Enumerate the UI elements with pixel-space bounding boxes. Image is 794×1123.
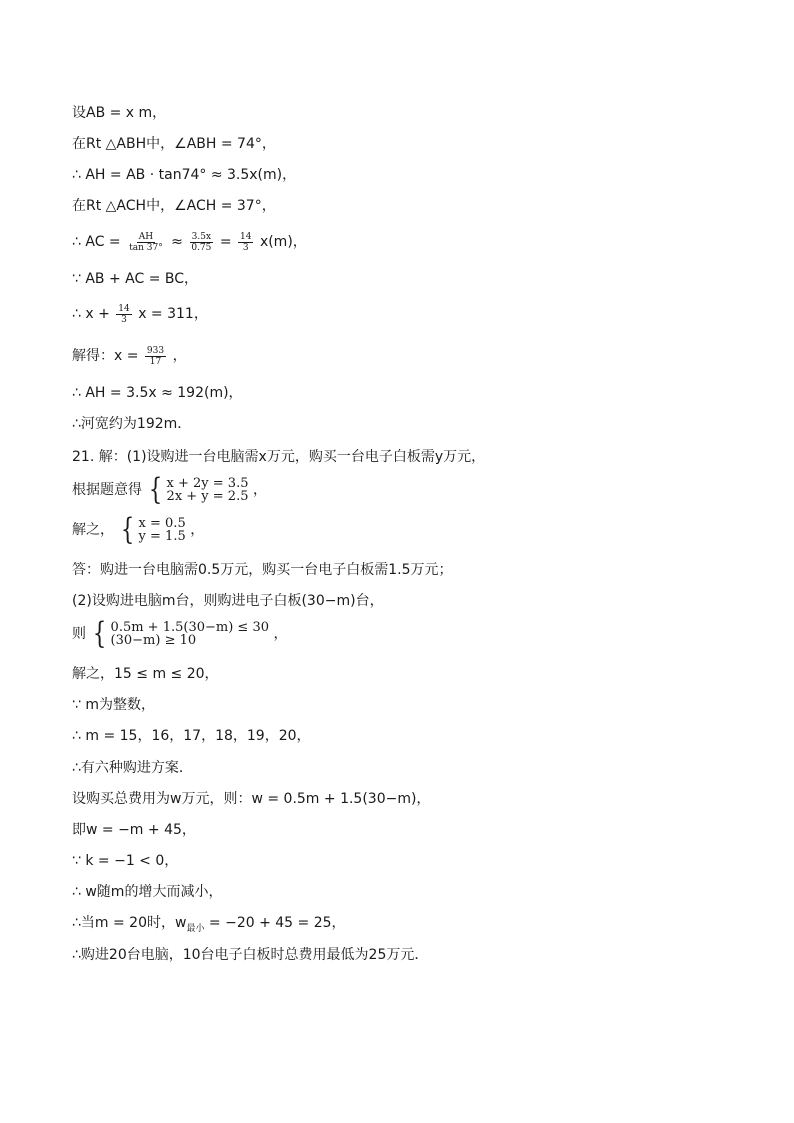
left-brace: { [93, 616, 107, 651]
fraction-numerator: AH [138, 231, 154, 242]
text-line: ∴ m = 15，16，17，18，19，20， [72, 728, 311, 744]
fraction-denominator: tan 37° [129, 242, 163, 253]
text-line: ∴ AH = AB · tan74° ≈ 3.5x(m)， [72, 167, 297, 183]
text-span: x = 311， [138, 306, 208, 322]
text-line-with-fractions [72, 300, 208, 328]
text-line: ∴ AH = 3.5x ≈ 192(m)， [72, 385, 243, 401]
text-line: 即w = −m + 45， [72, 822, 196, 838]
fraction-denominator: 3 [242, 242, 249, 253]
text-line: 在Rt △ABH中，∠ABH = 74°， [72, 136, 276, 152]
inequality: 0.5m + 1.5(30−m) ≤ 30 [110, 620, 269, 635]
text-span: = −20 + 45 = 25， [204, 915, 346, 931]
fraction-numerator: 3.5x [191, 231, 212, 242]
equation: x = 0.5 [138, 516, 186, 531]
text-line-with-fractions [72, 342, 187, 370]
text-line-with-system [72, 618, 287, 650]
fraction [238, 232, 253, 253]
text-span: ∴ x + [72, 306, 115, 322]
text-span: ∴ AC = [72, 234, 126, 250]
inequality: (30−m) ≥ 10 [110, 633, 197, 648]
equation: y = 1.5 [138, 529, 186, 544]
inequality-system [90, 616, 269, 651]
text-line-with-subscript [72, 914, 346, 938]
left-brace: { [121, 512, 135, 547]
text-span: = [219, 234, 237, 250]
equation-system [146, 472, 249, 507]
text-span: x(m)， [259, 234, 307, 250]
text-line: 在Rt △ACH中，∠ACH = 37°， [72, 198, 276, 214]
text-line: 21. 解：(1)设购进一台电脑需x万元，购买一台电子白板需y万元， [72, 449, 486, 465]
system-equations [139, 517, 186, 543]
text-span: ， [252, 482, 267, 498]
fraction [189, 232, 213, 253]
text-line-with-system [72, 474, 267, 506]
text-span: ≈ [171, 234, 188, 250]
subscript: 最小 [186, 923, 205, 934]
equation: 2x + y = 2.5 [166, 489, 249, 504]
fraction-numerator: 933 [146, 345, 165, 356]
text-span: 解得：x = [72, 348, 143, 364]
equation: x + 2y = 3.5 [166, 476, 249, 491]
fraction [145, 346, 166, 367]
fraction-denominator: 3 [121, 314, 127, 325]
text-line: ∵ AB + AC = BC， [72, 271, 199, 287]
equation-system [118, 512, 186, 547]
text-line: 解之，15 ≤ m ≤ 20， [72, 666, 219, 682]
text-line: 设AB = x m， [72, 105, 167, 121]
text-line: 答：购进一台电脑需0.5万元，购买一台电子白板需1.5万元； [72, 562, 453, 578]
text-line: ∴河宽约为192m． [72, 416, 192, 432]
fraction [116, 304, 131, 325]
text-span: 根据题意得 [72, 482, 142, 498]
fraction-denominator: 17 [149, 356, 162, 367]
system-inequalities [111, 621, 269, 647]
text-span: 解之， [72, 522, 114, 538]
text-line: ∴购进20台电脑，10台电子白板时总费用最低为25万元． [72, 947, 429, 963]
text-span: 则 [72, 626, 86, 642]
fraction-numerator: 14 [240, 231, 252, 242]
text-span: ， [172, 348, 187, 364]
fraction [127, 232, 165, 253]
text-line: (2)设购进电脑m台，则购进电子白板(30−m)台， [72, 593, 384, 609]
text-line: ∴有六种购进方案． [72, 760, 193, 776]
text-span: ， [190, 522, 205, 538]
text-line: ∵ k = −1 < 0， [72, 853, 179, 869]
left-brace: { [149, 472, 163, 507]
text-span: ∴当m = 20时，w [72, 915, 187, 931]
text-line: ∴ w随m的增大而减小， [72, 884, 223, 900]
fraction-denominator: 0.75 [191, 242, 212, 253]
text-line-with-system [72, 514, 204, 546]
text-line: 设购买总费用为w万元，则：w = 0.5m + 1.5(30−m)， [72, 791, 431, 807]
system-equations [167, 477, 249, 503]
text-line-with-fractions [72, 228, 307, 256]
text-line: ∵ m为整数， [72, 697, 155, 713]
text-span: ， [273, 626, 288, 642]
fraction-numerator: 14 [118, 303, 130, 314]
